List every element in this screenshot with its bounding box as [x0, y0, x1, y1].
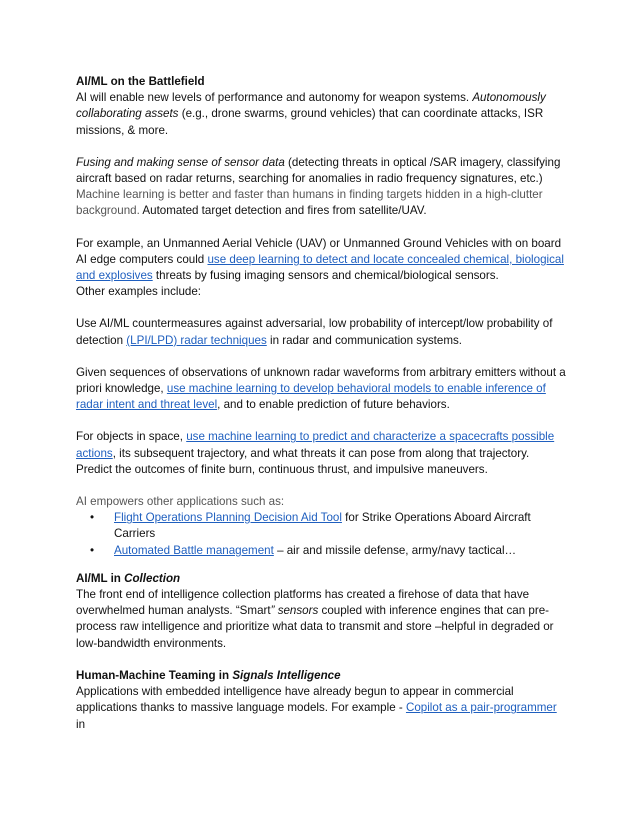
text: Human-Machine Teaming in — [76, 668, 233, 682]
text: Use AI/ML countermeasures against adversarial, low probability of intercept/low probability of detection — [76, 317, 553, 347]
list-item — [90, 510, 566, 542]
paragraph-collection — [76, 587, 566, 652]
bullet-icon: • — [90, 543, 95, 557]
text: (detecting threats in optical /SAR imagery, classifying aircraft based on radar returns, searching for anomalies in radio frequency signatures, etc.) — [76, 155, 561, 186]
link-lpi-lpd-radar[interactable]: (LPI/LPD) radar techniques — [126, 333, 267, 347]
section-heading-battlefield: AI/ML on the Battlefield — [76, 75, 205, 88]
text: coupled with inference engines that can pre-process raw intelligence and prioritize what data to transmit and store –helpful in degraded or low-bandwidth environments. — [76, 604, 554, 650]
text: , its subsequent trajectory, and what threats it can pose from along that trajectory. Predict the outcomes of finite burn, continuous thrust, and impulsive maneuvers. — [76, 446, 530, 476]
paragraph-other-applications: AI empowers other applications such as: — [76, 495, 285, 509]
paragraph-sigint — [76, 684, 566, 733]
bullet-icon: • — [90, 511, 95, 525]
paragraph-radar-waveforms — [76, 365, 566, 414]
link-automated-battle-management[interactable]: Automated Battle management — [114, 543, 274, 557]
text: For objects in space, — [76, 430, 187, 444]
text: AI/ML in — [76, 571, 125, 585]
text: Applications with embedded intelligence have already begun to appear in commercial applications thanks to massive language models. For example - — [76, 685, 514, 715]
text: for Strike Operations Aboard Aircraft Carriers — [114, 511, 531, 541]
text: AI will enable new levels of performance and autonomy for weapon systems. — [76, 91, 473, 105]
text: Automated target detection and fires from satellite/UAV. — [139, 204, 427, 218]
text: in radar and communication systems. — [266, 333, 463, 347]
section-heading-collection — [76, 571, 566, 587]
link-flight-operations-tool[interactable]: Flight Operations Planning Decision Aid Tool — [114, 511, 342, 525]
link-copilot-pair-programmer[interactable]: Copilot as a pair-programmer — [405, 701, 557, 715]
text: , and to enable prediction of future behaviors. — [217, 398, 450, 412]
link-spacecraft-actions[interactable]: use machine learning to predict and characterize a spacecrafts possible actions — [76, 430, 555, 460]
emphasis-text: Signals Intelligence — [232, 668, 341, 682]
text: Given sequences of observations of unknown radar waveforms from arbitrary emitters without a priori knowledge, — [76, 365, 566, 396]
section-heading-sigint — [76, 668, 566, 684]
emphasis-text: Fusing and making sense of sensor data — [76, 155, 285, 169]
text: – air and missile defense, army/navy tactical… — [273, 543, 517, 557]
applications-list — [76, 510, 566, 559]
text: threats by fusing imaging sensors and chemical/biological sensors. — [152, 269, 499, 283]
text: Other examples include: — [76, 285, 202, 299]
document-body — [76, 74, 566, 749]
paragraph-sensor-fusion — [76, 155, 566, 220]
paragraph-autonomy — [76, 90, 566, 139]
list-item — [90, 543, 566, 559]
emphasis-text: Autonomously collaborating assets — [76, 91, 546, 121]
paragraph-uav-example — [76, 236, 566, 301]
paragraph-countermeasures — [76, 316, 566, 348]
paragraph-space-objects — [76, 429, 566, 478]
text: For example, an Unmanned Aerial Vehicle (UAV) or Unmanned Ground Vehicles with on board AI edge computers could — [76, 236, 562, 266]
link-deep-learning-detection[interactable]: use deep learning to detect and locate concealed chemical, biological and explosives — [76, 252, 564, 283]
text: in — [76, 717, 86, 731]
emphasis-text: ” sensors — [270, 604, 319, 618]
text: (e.g., drone swarms, ground vehicles) that can coordinate attacks, ISR missions, & more. — [76, 107, 544, 137]
text: The front end of intelligence collection platforms has created a firehose of data that have overwhelmed human analysts. “Smart — [76, 588, 530, 618]
gray-text: Machine learning is better and faster than humans in finding targets hidden in a high-clutter background. — [76, 188, 543, 218]
emphasis-text: Collection — [124, 571, 181, 585]
link-behavioral-models[interactable]: use machine learning to develop behavioral models to enable inference of radar intent and threat level — [76, 382, 546, 412]
